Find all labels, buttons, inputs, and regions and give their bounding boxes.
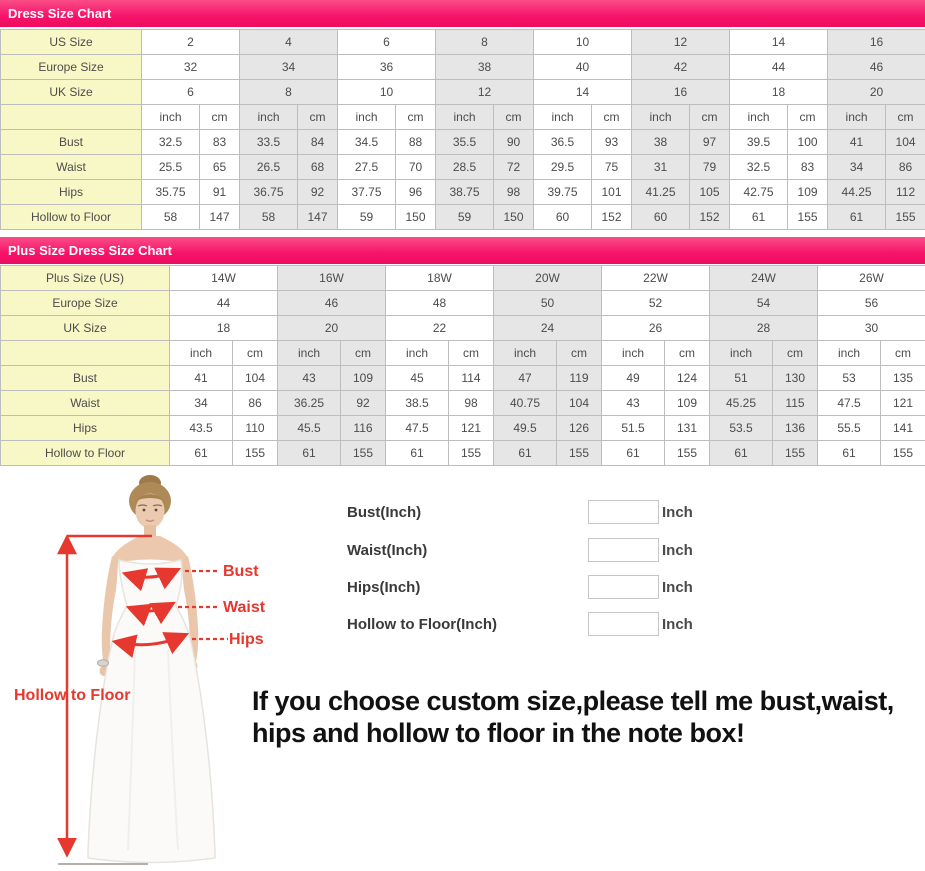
- measure-inch-cell: 47.5: [386, 416, 449, 441]
- measure-inch-cell: 34.5: [338, 130, 396, 155]
- size-value-cell: 16: [632, 80, 730, 105]
- measure-inch-cell: 47: [494, 366, 557, 391]
- bust-unit-label: Inch: [662, 504, 693, 521]
- measure-cm-cell: 155: [341, 441, 386, 466]
- measure-inch-cell: 60: [534, 205, 592, 230]
- unit-cm-cell: cm: [233, 341, 278, 366]
- measure-inch-cell: 43: [602, 391, 665, 416]
- table-row: [1, 155, 925, 180]
- size-value-cell: 20W: [494, 266, 602, 291]
- size-value-cell: 46: [828, 55, 925, 80]
- measure-inch-cell: 59: [436, 205, 494, 230]
- measure-inch-cell: 58: [240, 205, 298, 230]
- size-value-cell: 24W: [710, 266, 818, 291]
- size-chart-title-bar: [0, 0, 925, 27]
- size-value-cell: 14: [534, 80, 632, 105]
- row-label-cell: Hips: [1, 416, 170, 441]
- table-row: [1, 316, 925, 341]
- plus-size-chart-table: [0, 265, 925, 466]
- measure-inch-cell: 32.5: [142, 130, 200, 155]
- row-label-cell: Waist: [1, 155, 142, 180]
- measure-cm-cell: 152: [690, 205, 730, 230]
- unit-cm-cell: cm: [881, 341, 925, 366]
- measure-inch-cell: 61: [818, 441, 881, 466]
- size-value-cell: 18W: [386, 266, 494, 291]
- bust-input[interactable]: [588, 500, 659, 524]
- unit-cm-cell: cm: [298, 105, 338, 130]
- unit-inch-cell: inch: [710, 341, 773, 366]
- measure-inch-cell: 27.5: [338, 155, 396, 180]
- unit-inch-cell: inch: [602, 341, 665, 366]
- waist-field-label: Waist(Inch): [347, 542, 428, 559]
- size-value-cell: 22: [386, 316, 494, 341]
- measure-cm-cell: 70: [396, 155, 436, 180]
- measure-inch-cell: 41: [828, 130, 886, 155]
- size-value-cell: 6: [142, 80, 240, 105]
- unit-header-row: [1, 341, 925, 366]
- measure-cm-cell: 109: [788, 180, 828, 205]
- size-value-cell: 22W: [602, 266, 710, 291]
- measure-inch-cell: 61: [278, 441, 341, 466]
- measure-cm-cell: 65: [200, 155, 240, 180]
- measure-cm-cell: 155: [665, 441, 710, 466]
- measure-inch-cell: 38: [632, 130, 690, 155]
- measure-inch-cell: 44.25: [828, 180, 886, 205]
- table-row: [1, 366, 925, 391]
- table-row: [1, 205, 925, 230]
- measure-inch-cell: 53: [818, 366, 881, 391]
- table-row: [1, 55, 925, 80]
- measure-inch-cell: 58: [142, 205, 200, 230]
- hollow-to-floor-input[interactable]: [588, 612, 659, 636]
- measure-cm-cell: 98: [449, 391, 494, 416]
- waist-input[interactable]: [588, 538, 659, 562]
- size-chart-title: Dress Size Chart: [8, 6, 112, 21]
- measure-inch-cell: 33.5: [240, 130, 298, 155]
- measure-cm-cell: 109: [341, 366, 386, 391]
- measure-inch-cell: 61: [494, 441, 557, 466]
- size-value-cell: 14W: [170, 266, 278, 291]
- measure-inch-cell: 39.75: [534, 180, 592, 205]
- measure-cm-cell: 101: [592, 180, 632, 205]
- measure-cm-cell: 147: [298, 205, 338, 230]
- size-value-cell: 6: [338, 30, 436, 55]
- unit-cm-cell: cm: [341, 341, 386, 366]
- size-value-cell: 36: [338, 55, 436, 80]
- unit-cm-cell: cm: [494, 105, 534, 130]
- size-value-cell: 10: [338, 80, 436, 105]
- hips-label: Hips: [229, 631, 264, 648]
- measure-cm-cell: 68: [298, 155, 338, 180]
- measure-cm-cell: 155: [773, 441, 818, 466]
- measure-inch-cell: 49.5: [494, 416, 557, 441]
- size-value-cell: 28: [710, 316, 818, 341]
- measure-cm-cell: 152: [592, 205, 632, 230]
- size-value-cell: 12: [632, 30, 730, 55]
- bust-label: Bust: [223, 563, 259, 580]
- measure-inch-cell: 55.5: [818, 416, 881, 441]
- unit-inch-cell: inch: [386, 341, 449, 366]
- row-label-cell: [1, 105, 142, 130]
- unit-cm-cell: cm: [665, 341, 710, 366]
- measure-inch-cell: 35.5: [436, 130, 494, 155]
- unit-cm-cell: cm: [788, 105, 828, 130]
- size-value-cell: 14: [730, 30, 828, 55]
- measure-cm-cell: 93: [592, 130, 632, 155]
- measure-inch-cell: 45.25: [710, 391, 773, 416]
- measure-inch-cell: 34: [170, 391, 233, 416]
- hips-input[interactable]: [588, 575, 659, 599]
- measure-inch-cell: 61: [730, 205, 788, 230]
- size-value-cell: 34: [240, 55, 338, 80]
- custom-size-note-line2: hips and hollow to floor in the note box!: [252, 717, 745, 748]
- measure-inch-cell: 34: [828, 155, 886, 180]
- size-value-cell: 24: [494, 316, 602, 341]
- unit-cm-cell: cm: [200, 105, 240, 130]
- size-value-cell: 16: [828, 30, 925, 55]
- row-label-cell: Europe Size: [1, 55, 142, 80]
- waist-unit-label: Inch: [662, 542, 693, 559]
- table-row: [1, 416, 925, 441]
- measure-inch-cell: 25.5: [142, 155, 200, 180]
- size-value-cell: 20: [278, 316, 386, 341]
- size-value-cell: 12: [436, 80, 534, 105]
- measure-cm-cell: 116: [341, 416, 386, 441]
- size-value-cell: 26W: [818, 266, 925, 291]
- measure-cm-cell: 90: [494, 130, 534, 155]
- measure-cm-cell: 126: [557, 416, 602, 441]
- row-label-cell: Waist: [1, 391, 170, 416]
- model-photo: [58, 475, 215, 864]
- measure-cm-cell: 136: [773, 416, 818, 441]
- size-value-cell: 8: [436, 30, 534, 55]
- measure-cm-cell: 92: [298, 180, 338, 205]
- table-row: [1, 30, 925, 55]
- plus-size-chart-title: Plus Size Dress Size Chart: [8, 243, 173, 258]
- size-value-cell: 50: [494, 291, 602, 316]
- row-label-cell: Hollow to Floor: [1, 205, 142, 230]
- measure-inch-cell: 39.5: [730, 130, 788, 155]
- size-value-cell: 44: [730, 55, 828, 80]
- unit-cm-cell: cm: [449, 341, 494, 366]
- hollow-field-label: Hollow to Floor(Inch): [347, 616, 497, 633]
- table-row: [1, 266, 925, 291]
- size-value-cell: 54: [710, 291, 818, 316]
- measure-cm-cell: 115: [773, 391, 818, 416]
- measure-cm-cell: 155: [557, 441, 602, 466]
- unit-inch-cell: inch: [494, 341, 557, 366]
- measure-inch-cell: 28.5: [436, 155, 494, 180]
- size-value-cell: 40: [534, 55, 632, 80]
- size-value-cell: 38: [436, 55, 534, 80]
- size-value-cell: 26: [602, 316, 710, 341]
- measure-cm-cell: 114: [449, 366, 494, 391]
- size-value-cell: 20: [828, 80, 925, 105]
- measure-cm-cell: 92: [341, 391, 386, 416]
- measure-cm-cell: 155: [233, 441, 278, 466]
- measure-cm-cell: 121: [881, 391, 925, 416]
- size-value-cell: 4: [240, 30, 338, 55]
- measure-inch-cell: 36.75: [240, 180, 298, 205]
- measure-cm-cell: 147: [200, 205, 240, 230]
- measure-inch-cell: 36.25: [278, 391, 341, 416]
- measure-cm-cell: 109: [665, 391, 710, 416]
- measure-cm-cell: 155: [886, 205, 925, 230]
- unit-inch-cell: inch: [170, 341, 233, 366]
- measurement-figure-drawing: [0, 470, 332, 870]
- custom-size-note: [252, 686, 925, 750]
- measure-inch-cell: 61: [386, 441, 449, 466]
- measure-inch-cell: 37.75: [338, 180, 396, 205]
- size-value-cell: 2: [142, 30, 240, 55]
- measure-cm-cell: 91: [200, 180, 240, 205]
- measure-inch-cell: 31: [632, 155, 690, 180]
- size-value-cell: 56: [818, 291, 925, 316]
- unit-inch-cell: inch: [338, 105, 396, 130]
- size-value-cell: 44: [170, 291, 278, 316]
- measure-cm-cell: 86: [233, 391, 278, 416]
- hips-field-label: Hips(Inch): [347, 579, 421, 596]
- measure-cm-cell: 96: [396, 180, 436, 205]
- measure-cm-cell: 97: [690, 130, 730, 155]
- measure-inch-cell: 41.25: [632, 180, 690, 205]
- size-value-cell: 30: [818, 316, 925, 341]
- measure-cm-cell: 83: [788, 155, 828, 180]
- measure-inch-cell: 36.5: [534, 130, 592, 155]
- row-label-cell: UK Size: [1, 80, 142, 105]
- unit-inch-cell: inch: [436, 105, 494, 130]
- row-label-cell: UK Size: [1, 316, 170, 341]
- measure-cm-cell: 155: [449, 441, 494, 466]
- measure-inch-cell: 61: [828, 205, 886, 230]
- bust-field-label: Bust(Inch): [347, 504, 422, 521]
- measure-inch-cell: 61: [710, 441, 773, 466]
- measure-cm-cell: 98: [494, 180, 534, 205]
- measure-inch-cell: 47.5: [818, 391, 881, 416]
- unit-inch-cell: inch: [828, 105, 886, 130]
- table-row: [1, 80, 925, 105]
- size-value-cell: 18: [170, 316, 278, 341]
- table-row: [1, 130, 925, 155]
- measure-inch-cell: 41: [170, 366, 233, 391]
- hollow-unit-label: Inch: [662, 616, 693, 633]
- measure-cm-cell: 119: [557, 366, 602, 391]
- unit-cm-cell: cm: [557, 341, 602, 366]
- row-label-cell: Bust: [1, 130, 142, 155]
- unit-inch-cell: inch: [142, 105, 200, 130]
- measure-inch-cell: 38.5: [386, 391, 449, 416]
- table-row: [1, 441, 925, 466]
- row-label-cell: Bust: [1, 366, 170, 391]
- measure-cm-cell: 110: [233, 416, 278, 441]
- measure-cm-cell: 84: [298, 130, 338, 155]
- size-value-cell: 10: [534, 30, 632, 55]
- measure-inch-cell: 59: [338, 205, 396, 230]
- measure-cm-cell: 86: [886, 155, 925, 180]
- size-value-cell: 32: [142, 55, 240, 80]
- measure-inch-cell: 42.75: [730, 180, 788, 205]
- measure-cm-cell: 104: [233, 366, 278, 391]
- unit-inch-cell: inch: [730, 105, 788, 130]
- measure-inch-cell: 51: [710, 366, 773, 391]
- unit-header-row: [1, 105, 925, 130]
- measure-cm-cell: 79: [690, 155, 730, 180]
- unit-cm-cell: cm: [690, 105, 730, 130]
- row-label-cell: US Size: [1, 30, 142, 55]
- measure-cm-cell: 75: [592, 155, 632, 180]
- unit-inch-cell: inch: [278, 341, 341, 366]
- measurement-figure: [0, 470, 332, 870]
- row-label-cell: Europe Size: [1, 291, 170, 316]
- measure-inch-cell: 53.5: [710, 416, 773, 441]
- unit-cm-cell: cm: [396, 105, 436, 130]
- measure-inch-cell: 45: [386, 366, 449, 391]
- size-value-cell: 48: [386, 291, 494, 316]
- measure-inch-cell: 49: [602, 366, 665, 391]
- size-value-cell: 42: [632, 55, 730, 80]
- measure-inch-cell: 61: [602, 441, 665, 466]
- unit-inch-cell: inch: [818, 341, 881, 366]
- size-value-cell: 18: [730, 80, 828, 105]
- measure-inch-cell: 45.5: [278, 416, 341, 441]
- measure-cm-cell: 150: [396, 205, 436, 230]
- table-row: [1, 180, 925, 205]
- measure-cm-cell: 155: [788, 205, 828, 230]
- row-label-cell: Hollow to Floor: [1, 441, 170, 466]
- measure-inch-cell: 43.5: [170, 416, 233, 441]
- row-label-cell: Plus Size (US): [1, 266, 170, 291]
- measure-inch-cell: 38.75: [436, 180, 494, 205]
- measure-cm-cell: 72: [494, 155, 534, 180]
- measure-inch-cell: 61: [170, 441, 233, 466]
- measure-cm-cell: 155: [881, 441, 925, 466]
- unit-cm-cell: cm: [592, 105, 632, 130]
- measure-cm-cell: 131: [665, 416, 710, 441]
- measure-cm-cell: 100: [788, 130, 828, 155]
- measure-inch-cell: 40.75: [494, 391, 557, 416]
- measure-cm-cell: 124: [665, 366, 710, 391]
- size-chart-table: [0, 29, 925, 230]
- waist-label: Waist: [223, 599, 266, 616]
- measure-inch-cell: 60: [632, 205, 690, 230]
- measure-inch-cell: 35.75: [142, 180, 200, 205]
- table-row: [1, 291, 925, 316]
- measure-inch-cell: 51.5: [602, 416, 665, 441]
- measure-inch-cell: 32.5: [730, 155, 788, 180]
- hips-unit-label: Inch: [662, 579, 693, 596]
- row-label-cell: Hips: [1, 180, 142, 205]
- measure-cm-cell: 150: [494, 205, 534, 230]
- plus-size-chart-title-bar: [0, 237, 925, 264]
- measure-cm-cell: 112: [886, 180, 925, 205]
- measure-cm-cell: 121: [449, 416, 494, 441]
- unit-cm-cell: cm: [773, 341, 818, 366]
- measure-cm-cell: 88: [396, 130, 436, 155]
- table-row: [1, 391, 925, 416]
- custom-size-note-line1: If you choose custom size,please tell me bust,waist,: [252, 686, 894, 716]
- unit-cm-cell: cm: [886, 105, 925, 130]
- measure-cm-cell: 141: [881, 416, 925, 441]
- plus-size-chart-table-host: [0, 265, 925, 466]
- bracelet: [98, 660, 109, 666]
- measure-inch-cell: 29.5: [534, 155, 592, 180]
- size-value-cell: 8: [240, 80, 338, 105]
- size-chart-table-host: [0, 29, 925, 230]
- size-value-cell: 16W: [278, 266, 386, 291]
- hollow-to-floor-label: Hollow to Floor: [14, 687, 131, 704]
- unit-inch-cell: inch: [240, 105, 298, 130]
- measure-inch-cell: 43: [278, 366, 341, 391]
- measure-cm-cell: 104: [557, 391, 602, 416]
- measurement-section: [0, 466, 925, 871]
- measure-cm-cell: 83: [200, 130, 240, 155]
- unit-inch-cell: inch: [632, 105, 690, 130]
- measure-cm-cell: 105: [690, 180, 730, 205]
- measure-cm-cell: 130: [773, 366, 818, 391]
- unit-inch-cell: inch: [534, 105, 592, 130]
- measure-cm-cell: 104: [886, 130, 925, 155]
- size-value-cell: 52: [602, 291, 710, 316]
- measure-cm-cell: 135: [881, 366, 925, 391]
- size-value-cell: 46: [278, 291, 386, 316]
- measure-inch-cell: 26.5: [240, 155, 298, 180]
- row-label-cell: [1, 341, 170, 366]
